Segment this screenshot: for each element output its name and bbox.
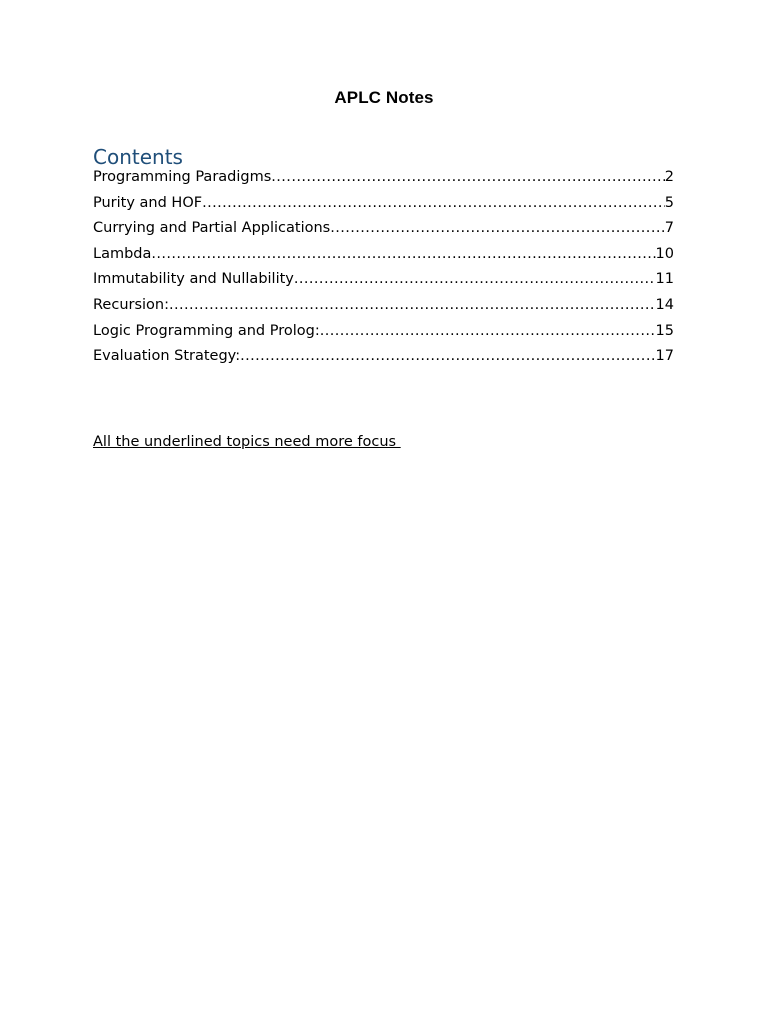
toc-entry-label: Lambda xyxy=(93,245,152,262)
toc-leader-dots xyxy=(169,297,656,313)
toc-entry-label: Recursion: xyxy=(93,296,169,313)
toc-entry-purity-and-hof[interactable] xyxy=(93,195,674,221)
toc-page-number: 17 xyxy=(655,348,674,365)
toc-entry-label: Programming Paradigms xyxy=(93,169,272,185)
toc-page-number: 15 xyxy=(655,322,674,339)
toc-page-number: 5 xyxy=(664,194,674,211)
document-title: APLC Notes xyxy=(334,88,434,107)
contents-heading: Contents xyxy=(93,145,183,169)
toc-leader-dots xyxy=(202,195,665,211)
toc-entry-label: Immutability and Nullability xyxy=(93,271,294,288)
toc-page-number: 14 xyxy=(655,296,674,313)
toc-leader-dots xyxy=(330,220,665,236)
toc-entry-label: Purity and HOF xyxy=(93,194,203,211)
toc-entry-immutability[interactable] xyxy=(93,271,674,297)
table-of-contents xyxy=(93,169,674,374)
toc-entry-label: Currying and Partial Applications xyxy=(93,220,331,237)
toc-page-number: 11 xyxy=(655,271,674,288)
toc-entry-currying[interactable] xyxy=(93,220,674,246)
toc-entry-logic-programming[interactable] xyxy=(93,323,674,349)
toc-entry-lambda[interactable] xyxy=(93,246,674,272)
toc-page-number: 2 xyxy=(664,169,674,185)
toc-leader-dots xyxy=(240,348,655,364)
toc-entry-label: Evaluation Strategy: xyxy=(93,348,241,365)
toc-entry-label: Logic Programming and Prolog: xyxy=(93,322,320,339)
toc-leader-dots xyxy=(294,271,656,287)
toc-page-number: 7 xyxy=(664,220,674,237)
focus-note: All the underlined topics need more focus xyxy=(93,434,401,450)
toc-page-number: 10 xyxy=(655,245,674,262)
toc-entry-recursion[interactable] xyxy=(93,297,674,323)
toc-leader-dots xyxy=(271,169,664,185)
toc-entry-evaluation-strategy[interactable] xyxy=(93,348,674,374)
toc-leader-dots xyxy=(320,323,656,339)
toc-entry-programming-paradigms[interactable] xyxy=(93,169,674,195)
toc-leader-dots xyxy=(151,246,655,262)
